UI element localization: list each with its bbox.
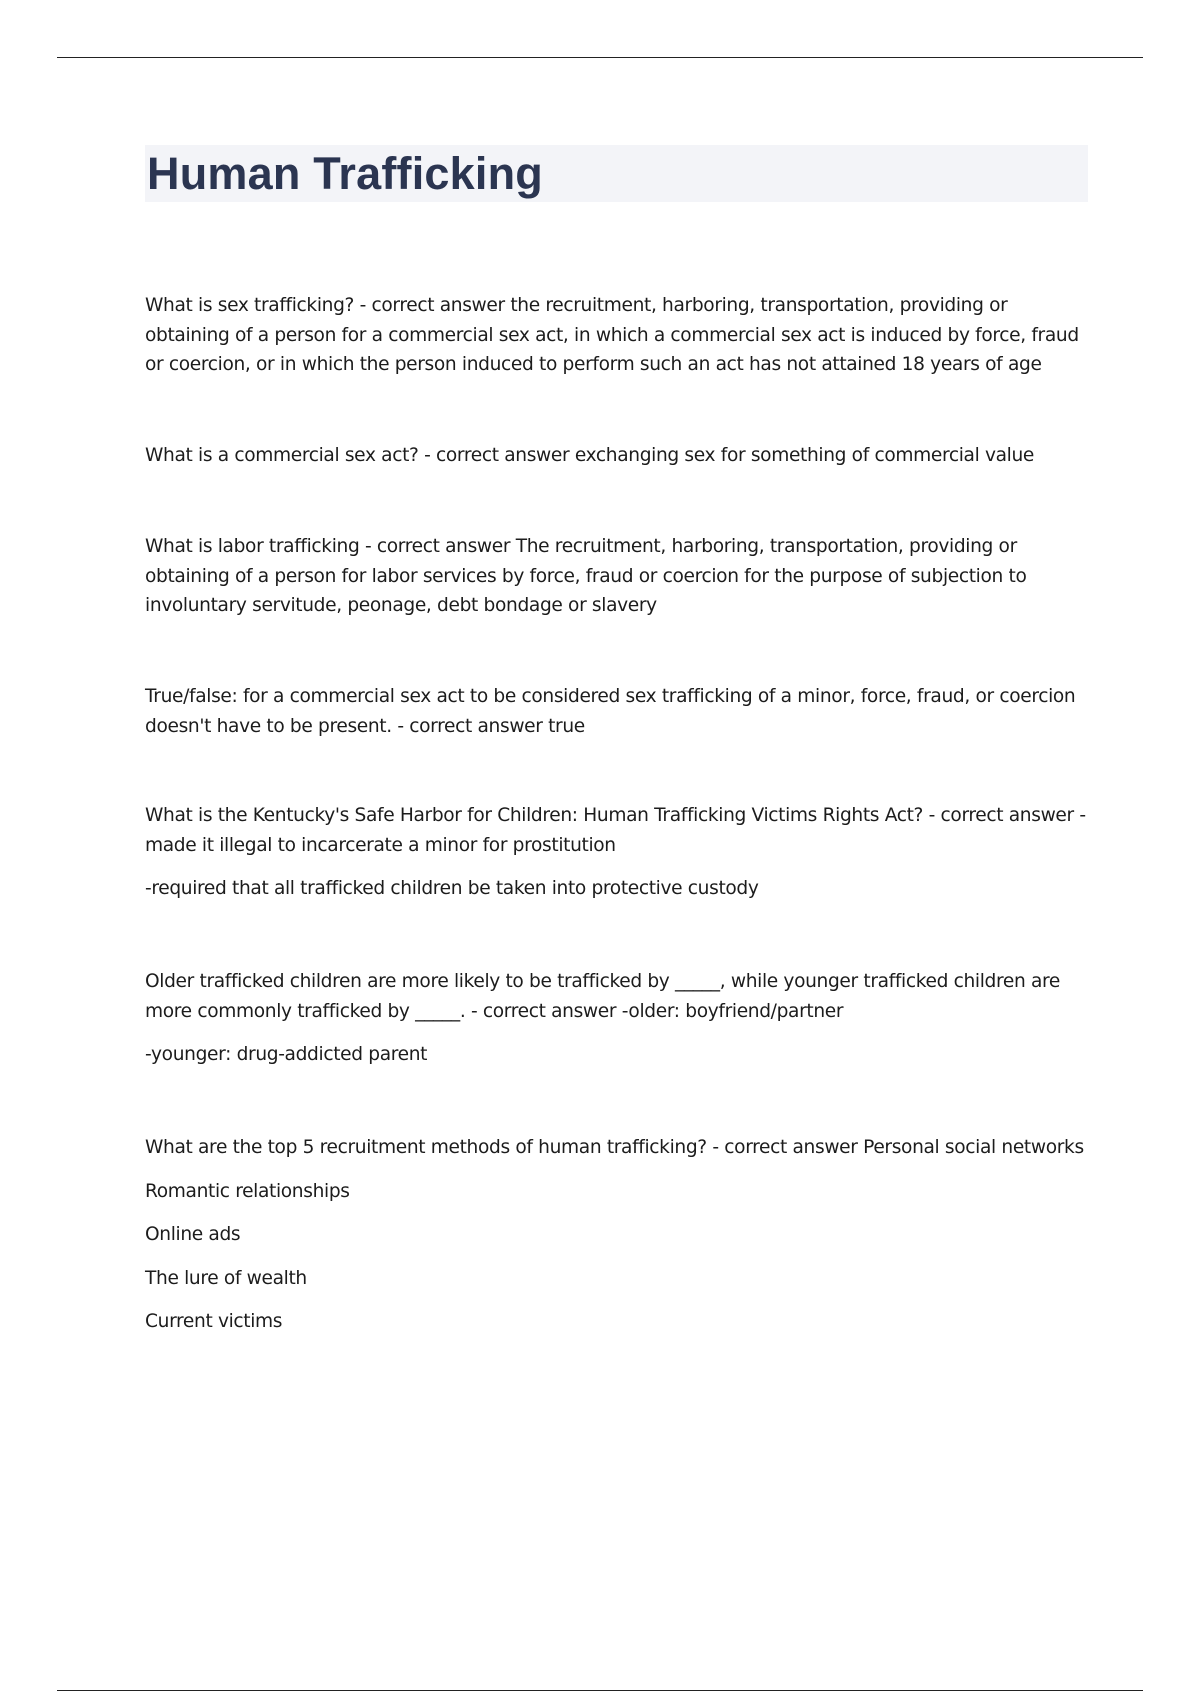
footer-rule: [57, 1690, 1143, 1691]
page-title: Human Trafficking: [147, 148, 543, 199]
qa-item: [145, 1133, 1095, 1337]
qa-item: [145, 532, 1095, 621]
qa-item: [145, 967, 1095, 1070]
qa-paragraph: What are the top 5 recruitment methods of human trafficking? - correct answer Personal social networks: [145, 1137, 1084, 1158]
qa-item: [145, 801, 1095, 904]
qa-item: [145, 291, 1095, 380]
qa-paragraph: Online ads: [145, 1224, 241, 1245]
qa-paragraph: Older trafficked children are more likely to be trafficked by _____, while younger trafficked children are more commonly trafficked by _____. - correct answer -older: boyfriend/partner: [145, 971, 1060, 1022]
qa-paragraph: Romantic relationships: [145, 1180, 350, 1202]
qa-paragraph: True/false: for a commercial sex act to be considered sex trafficking of a minor, force, fraud, or coercion doesn't have to be present. - correct answer true: [145, 686, 1076, 737]
qa-paragraph: What is sex trafficking? - correct answer the recruitment, harboring, transportation, providing or obtaining of a person for a commercial sex act, in which a commercial sex act is induced by force, fraud or coercion, or in which the person induced to perform such an act has not attained 18 years of age: [145, 295, 1079, 375]
qa-paragraph: -required that all trafficked children be taken into protective custody: [145, 878, 759, 899]
qa-paragraph: The lure of wealth: [145, 1267, 307, 1289]
qa-item: [145, 682, 1095, 741]
qa-paragraph: Current victims: [145, 1311, 283, 1332]
qa-paragraph: What is labor trafficking - correct answer The recruitment, harboring, transportation, providing or obtaining of a person for labor services by force, fraud or coercion for the purpose of subjection to involuntary servitude, peonage, debt bondage or slavery: [145, 536, 1027, 616]
qa-item: [145, 441, 1095, 471]
qa-paragraph: What is the Kentucky's Safe Harbor for Children: Human Trafficking Victims Rights Act? - correct answer -made it illegal to incarcerate a minor for prostitution: [145, 805, 1086, 856]
header-rule: [57, 57, 1143, 58]
qa-paragraph: -younger: drug-addicted parent: [145, 1044, 428, 1065]
qa-paragraph: What is a commercial sex act? - correct answer exchanging sex for something of commercial value: [145, 445, 1035, 466]
